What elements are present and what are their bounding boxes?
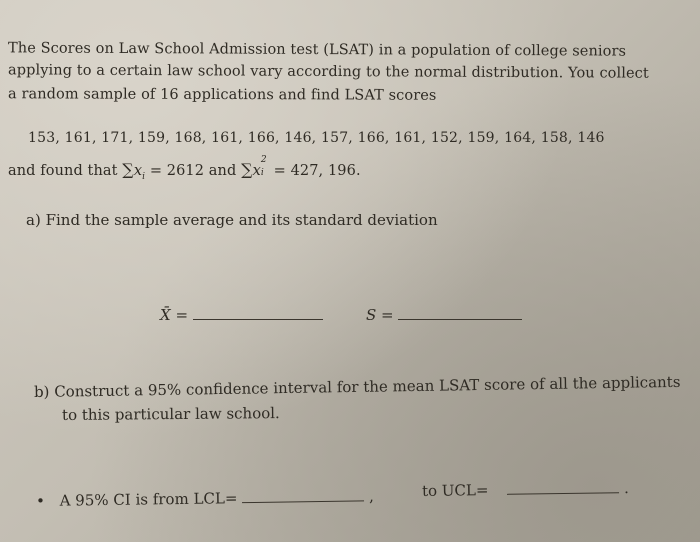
intro-line-1: The Scores on Law School Admission test (LSAT) in a population of college seniors: [7, 40, 627, 60]
sum-x-value: = 2612: [149, 163, 205, 179]
part-b-label: b): [33, 382, 50, 401]
s-label: S =: [366, 306, 394, 324]
part-b-question-line-2: to this particular law school.: [61, 404, 280, 424]
part-a-label: a): [26, 211, 41, 229]
ci-period: .: [623, 479, 629, 498]
found-prefix: and found that: [8, 163, 118, 179]
ucl-label: to UCL=: [421, 481, 489, 500]
scores-list: 153, 161, 171, 159, 168, 161, 166, 146, 157, 166, 161, 152, 159, 164, 158, 146: [28, 130, 605, 146]
sum-symbol-x2: ∑: [241, 160, 253, 179]
sum-x-var: x: [133, 163, 143, 179]
and-word: and: [208, 163, 237, 179]
s-answer: [366, 308, 522, 323]
xbar-label: X̄ =: [160, 306, 189, 324]
sums-line: [8, 155, 361, 182]
lcl-answer-blank[interactable]: [242, 499, 364, 503]
ci-comma: ,: [368, 487, 374, 506]
intro-line-2: applying to a certain law school vary according to the normal distribution. You collect: [7, 62, 649, 82]
ci-prefix: A 95% CI is from LCL=: [59, 489, 238, 510]
bullet-icon: •: [35, 491, 45, 510]
ucl-answer-blank[interactable]: [507, 491, 619, 495]
intro-line-3: a random sample of 16 applications and find LSAT scores: [7, 86, 437, 104]
part-a-question: [26, 213, 438, 228]
sum-x2-subscript: i: [260, 168, 264, 178]
part-a-text: Find the sample average and its standard deviation: [45, 211, 438, 229]
xbar-answer-blank[interactable]: [193, 318, 323, 320]
ci-answer: [36, 489, 374, 509]
sum-x2-superscript: 2: [260, 155, 267, 165]
xbar-answer: [160, 308, 323, 323]
sum-x2-value: = 427, 196.: [273, 163, 361, 179]
sum-x2-var: x: [252, 163, 261, 179]
ucl-answer: [422, 481, 629, 499]
part-b-text-1: Construct a 95% confidence interval for the mean LSAT score of all the applicants: [54, 372, 681, 401]
sum-x-subscript: i: [142, 171, 146, 182]
sum-symbol-x: ∑: [122, 160, 134, 179]
part-b-question-line-1: [33, 372, 681, 401]
s-answer-blank[interactable]: [398, 318, 522, 320]
